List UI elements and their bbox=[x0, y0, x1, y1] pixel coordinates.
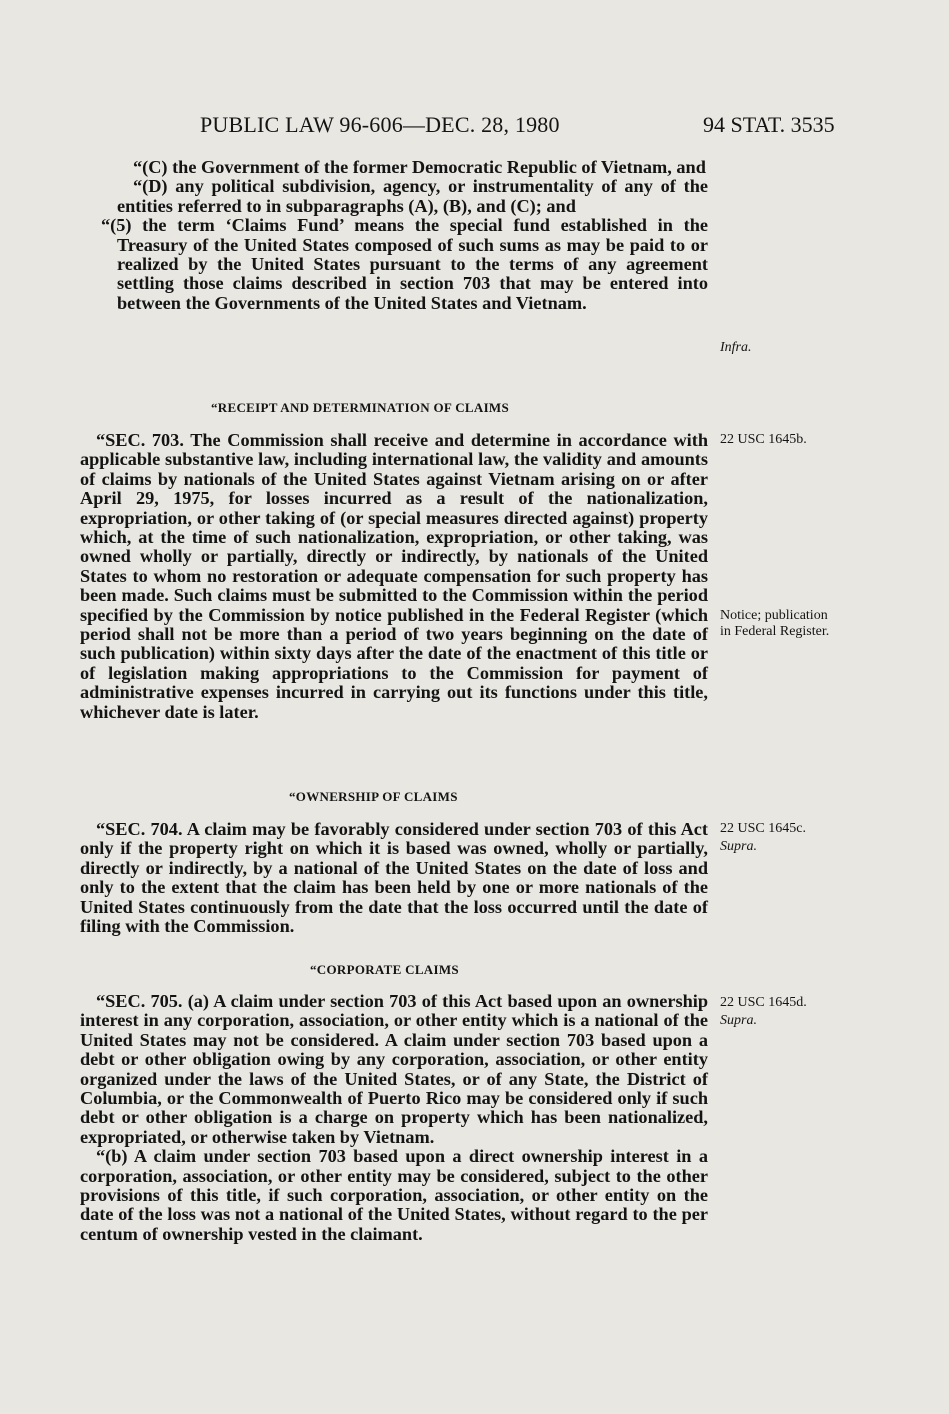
margin-note-usc-1645c: 22 USC 1645c. bbox=[720, 821, 806, 836]
margin-note-usc-1645b: 22 USC 1645b. bbox=[720, 432, 807, 447]
section-705 bbox=[80, 992, 708, 1244]
running-header-title: PUBLIC LAW 96-606—DEC. 28, 1980 bbox=[200, 112, 560, 137]
section-heading-receipt: “RECEIPT AND DETERMINATION OF CLAIMS bbox=[211, 400, 510, 415]
section-705b-text: “(b) A claim under section 703 based upon a direct ownership interest in a corporation, association, or other entity may be considered, subject to the other provisions of this title, if such corporation, association, or other entity on the date of the loss was not a national of the United States, without regard to the per centum of ownership vested in the claimant. bbox=[80, 1146, 708, 1244]
paragraph-5: “(5) the term ‘Claims Fund’ means the special fund established in the Treasury of the United States composed of such sums as may be paid to or realized by the United States pursuant to the terms of any agreement settling those claims described in section 703 that may be entered into between the Governments of the United States and Vietnam. bbox=[101, 215, 708, 313]
paragraph-d: “(D) any political subdivision, agency, or instrumentality of any of the entities referred to in subparagraphs (A), (B), and (C); and bbox=[117, 176, 708, 216]
section-704 bbox=[80, 820, 708, 936]
section-703-text: “SEC. 703. The Commission shall receive and determine in accordance with applicable substantive law, including international law, the validity and amounts of claims by nationals of the United States against Vietnam arising on or after April 29, 1975, for losses incurred as a result of the nationalization, expropriation, or other taking of (or special measures directed against) property which, at the time of such nationalization, expropriation, or other taking, was owned wholly or partially, directly or indirectly, by nationals of the United States to whom no restoration or adequate compensation for such property has been made. Such claims must be submitted to the Commission within the period specified by the Commission by notice published in the Federal Register (which period shall not be more than a period of two years beginning on the date of such publication) within sixty days after the date of the enactment of this title or of legislation making appropriations to the Commission for payment of administrative expenses incurred in carrying out its functions under this title, whichever date is later. bbox=[80, 430, 708, 722]
margin-note-notice: Notice; publication in Federal Register. bbox=[720, 608, 830, 639]
section-703 bbox=[80, 431, 708, 722]
margin-note-supra-c: Supra. bbox=[720, 839, 757, 854]
section-heading-corporate: “CORPORATE CLAIMS bbox=[310, 962, 459, 977]
section-heading-ownership: “OWNERSHIP OF CLAIMS bbox=[289, 789, 458, 804]
running-header-page: 94 STAT. 3535 bbox=[703, 112, 835, 137]
paragraph-c: “(C) the Government of the former Democratic Republic of Vietnam, and bbox=[133, 157, 706, 177]
section-705a-text: “SEC. 705. (a) A claim under section 703 of this Act based upon an ownership interest in any corporation, association, or other entity which is a national of the United States may not be considered. A claim under section 703 based upon a debt or other obligation owing by any corporation, association, or other entity organized under the laws of the United States, or of any State, the District of Columbia, or the Commonwealth of Puerto Rico may be considered only if such debt or other obligation is a charge on property which has been nationalized, expropriated, or otherwise taken by Vietnam. bbox=[80, 991, 708, 1147]
margin-note-infra: Infra. bbox=[720, 340, 752, 355]
margin-note-supra-d: Supra. bbox=[720, 1013, 757, 1028]
section-704-text: “SEC. 704. A claim may be favorably considered under section 703 of this Act only if the property right on which it is based was owned, wholly or partially, directly or indirectly, by a national of the United States on the date of loss and only to the extent that the claim has been held by one or more nationals of the United States continuously from the date that the loss occurred until the date of filing with the Commission. bbox=[80, 819, 708, 937]
margin-note-usc-1645d: 22 USC 1645d. bbox=[720, 995, 807, 1010]
definitions-block bbox=[80, 158, 708, 313]
